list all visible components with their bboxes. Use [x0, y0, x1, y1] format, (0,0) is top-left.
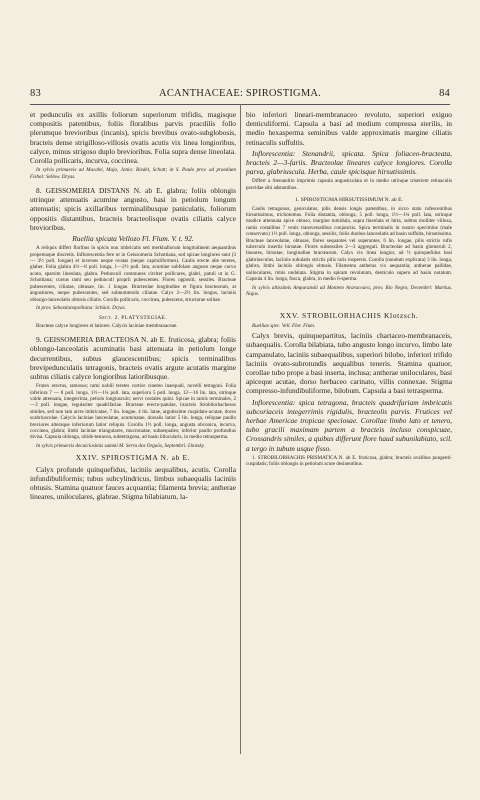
- paragraph: bio inferiori lineari-membranaceo revoluto, superiori exiguo denticuliformi. Capsula a basi ad medium compressa sterilis, in medio hexasperma seminibus valde approximatis margine ciliatis retinaculis suffultis.: [246, 110, 452, 147]
- paragraph: Calyx profunde quinquefidus, laciniis aequalibus, acutis. Corolla infundibuliformis; tubus subcylindricus, limbus subaequalis laciniis obtusis. Stamina quatuor fauces acquantia; filamenta brevia; antherae lineares, uniloculares, glabrae. Stigma bilabiatum, la-: [30, 464, 236, 502]
- right-column: [246, 110, 452, 470]
- page-number-right: 84: [439, 88, 450, 99]
- species-heading: 1. STROBILORHACHIS PRISMATICA N. ab E. fruticosa, glabra; bracteis ovalibus pungenti-cuspidatis; foliis oblongis in petiolum acute desinentibus.: [246, 454, 452, 468]
- locality-note: In sylvis primaevis ad Macahé, Majo, Janio: Riedel, Schott; in S. Paulo prov. ad praedium Fishal: Sellow. Dryas.: [30, 167, 236, 180]
- species-heading: 1. SPIROSTIGMA HIRSUTISSIMUM N. ab E.: [295, 197, 403, 204]
- page-number-left: 83: [30, 88, 41, 99]
- species-heading: 9. GEISSOMERIA BRACTEOSA N. ab E. fruticosa, glabra; foliis oblongo-lanceolatis acuminatis basi attenuata in petiolum longe decurrentibus, subtus glaucescentibus; spicis terminalibus brevipedunculatis tetragonis, bracteis ovatis argute acutatis margine subtus ciliatis calyce longioribus latioribusque.: [30, 335, 236, 381]
- locality-note: In sylvis altissimis Ampuranski ad Montem Araracoara, prov. Rio Negro, Decembri: Martius. Najas.: [246, 284, 452, 297]
- paragraph: Caulis tetragonus, geniculatus, pilis densis longis patentibus, in sicco statu rufescentibus hirsutissimus, trichotomus. Folia distantia, oblonga, 5 poll. longa, 1½—1¾ poll. lata, utrinque modice attenuata apice obtuso, margine tumidula, supra lineolata et hirta, subtus molliter villosa, ramis costalibus 7 venis transversalibus conjunctis. Spica terminalis in nostro specimine (male conservato) 1½ poll. longa, oblonga, sessilis, foliis duobus lanceolatis ad basin suffulta, hirsutissima. Bracteae lanceolatae, obtusae, flores sequantes vel superantes, 6 lin. longae, pilis strictis rufis tuberculo insertis hirsutae. Flores subsessiles 2—3 aggregati. Bracteolae ad basin glomeruli 2, lineares, hirsutae, longitudine bractearum. Calyx vix linea longior, ad ½ quinquefidus basi glabriusculus, laciniis subulatis strictis pilis raris inspersis. Corolla (nondum explicata) 3 lin. longa, glabra, limbi laciniis oblongis obtusis. Filamenta antheras vix aequantia; antherae pallidae, uniloculares, rimis undulata. Stigma in spiram revolutum, denticulo supero ad basin notatum. Capsula 4 lin. longa, fusca, glabra, in medio 6-sperma.: [246, 205, 452, 283]
- section-heading: Sect. 2. PLATYSTEGIAE.: [98, 315, 167, 322]
- genus-heading: XXV. STROBILORHACHIS Klotzsch.: [279, 311, 419, 321]
- paragraph: Calyx brevis, quinquepartitus, laciniis chartaceo-membranaceis, subaequalis. Corolla bilabiata, tubo angusto longo incurvo, limbo late campanulato, laciniis subaequalibus, superiori bilobo, inferiori trifido laciniis ovato-subrotundis aequalibus teneris. Stamina quatuor, corollae tubo prope a basi inserta, inclusa; antherae uniloculares, basi apiceque acutae, dorso herbaceo carinato, villis connexae. Stigma compresso-infundibuliforme, bilobum. Capsula a basi tetrasperma.: [246, 331, 452, 396]
- paragraph: Inflorescentia: spica tetragona, bracteis quadrifariam imbricatis subcoriaceis integerrimis rigidulis, bracteolis parvis. Frutices vel herbae Americae tropicae speciosae. Corollae limbo lato et tenero, tubo gracili maximam partem a bracteis incluso conspicuae, Crossandris similes, a quibus differunt flore haud subunilabiato, scil. a tergo in tubum usque fisso.: [246, 397, 452, 453]
- synonym: Ruellia spicata Vellozo Fl. Flum. V. t. 92.: [72, 234, 194, 244]
- paragraph: et pedunculis ex axillis foliorum superiorum trifidis, magisque compositis patentibus, foliis floralibus parvis pracdilis follo plerumque brevioribus (incanis), spicis brevibus ovato-subglobosis, bracteis dense strigilloso-villosis ovatis acutis vix linea longioribus, calyce, minus strigoso duplo brevioribus. Folia supra dense lineolata. Corolla pollicaris, incurva, coccinea.: [30, 110, 236, 166]
- running-title: ACANTHACEAE: SPIROSTIGMA.: [159, 88, 321, 99]
- paragraph: A reliquis differt floribus in spicis non imbricatis sed merkhallorum longitudinem aequantibus propereaque discretis. Inflorescentia fere ut in Geissomeria Schottiana, sed spicae longiores sunt (3 — 3½ poll. longae) et inverses neque ovatas (neque capituliformes). Caulis erecte alte teretes, glaber. Folia glabra 4½—8 poll. longa, 1—2½ poll. lata, acumine subfolato angusto neque curvo acuto, sparsim lineolata, glabra. Pedunculi communes circiter pollicares, glabri, patuli ut in G. Schottiana; cursus rami seu pedunculi proprii pubescentes. Flores oppositi, sessiles. Bracteae pubescentes, ciliatae, obtusae, lin. 1 longae. Bracteolae longitudine et figura bractearum, at angustiores, neque pubescentes, sed subnummodo ciliatae. Calyx 2—2½ lin. longus, laciniis oblongo-lanceolatis obtusis ciliatis. Corolla pollicaris, coccinea, pubescens, structurae solitae.: [30, 245, 236, 303]
- running-header: [30, 88, 450, 102]
- column-divider: [240, 104, 241, 754]
- locality-note: In sylvis primaevis decuiciosimis summi M. Serra dos Orgaôs, Septembri: Lhotsky.: [36, 442, 205, 449]
- locality-note: In prov. Sebastianopolitana: Schück. Dryas.: [36, 304, 126, 311]
- species-heading: 8. GEISSOMERIA DISTANS N. ab E. glabra; foliis oblongis utrinque attenuatis acumine angusto, basi in petiolum longum attenuatis; spicis axillaribus terminalibusque paniculatis, foliorum oppositis distantibus, bracteis bracteolisque ovatis ciliatis calyce brevioribus.: [30, 186, 236, 232]
- paragraph: Differt a Stenandrio imprimis capsula angusticulata et in medio utrinque triseriem retinaculis pravidae sibi adstantibus.: [246, 178, 452, 191]
- left-column: [30, 110, 236, 503]
- paragraph: Frutex erectus, ramosus; rami nobili teretes cortice cinereo inaequali, novelli tetragoni. Folia inferiora 7 — 8 poll. longa, 1½—1¼ poll. lata, superiora 5 poll. longa, 12—16 lin. lata, utrinque valde attenuata, integerrima, petiolo longiusculo; nervi costales quini. Spicae in ramis terminales, 2—3 poll. longae, regulariter quadrifariae. Bracteae erecto-patulae, bracteis Strobilorhachesos similes, sed non tam arcte imbricatae, 7 lin. longae, 4 lin. latae, argutissime cuspidato-acutae, dorso scabriusculae. Calycis laciniae lanceolatae, acuminatae, dorsalis latior 5 lin. longa, reliquae paullo breviores alteraque inferiorum latior reliquis. Corolla 1½ poll. longa, angusta obconica, incurva, coccinea, glabra; limbi laciniae triangulares, mucronatae, subaequales; inferior paullo profundius divisa. Capsula oblonga, nitide-testacea, subtetragona, ad basin bilocularis, in medio tetrasperma.: [30, 383, 236, 441]
- genus-heading: XXIV. SPIROSTIGMA N. ab E.: [75, 453, 191, 463]
- synonym: Ruelliae spec. Vell. Flor. Flum.: [252, 322, 316, 329]
- paragraph: Inflorescentia: Stenandrii, spicata. Spica foliaceo-bracteata, bracteis 2—3-fariis. Bracteolae lineares calyce longiores. Corolla parva, glabriuscula. Herba, caule spicisque hirsutissimis.: [246, 148, 452, 177]
- paragraph: Bracteae calyce longiores et latiores. Calycis laciniae membranaceae.: [36, 322, 178, 329]
